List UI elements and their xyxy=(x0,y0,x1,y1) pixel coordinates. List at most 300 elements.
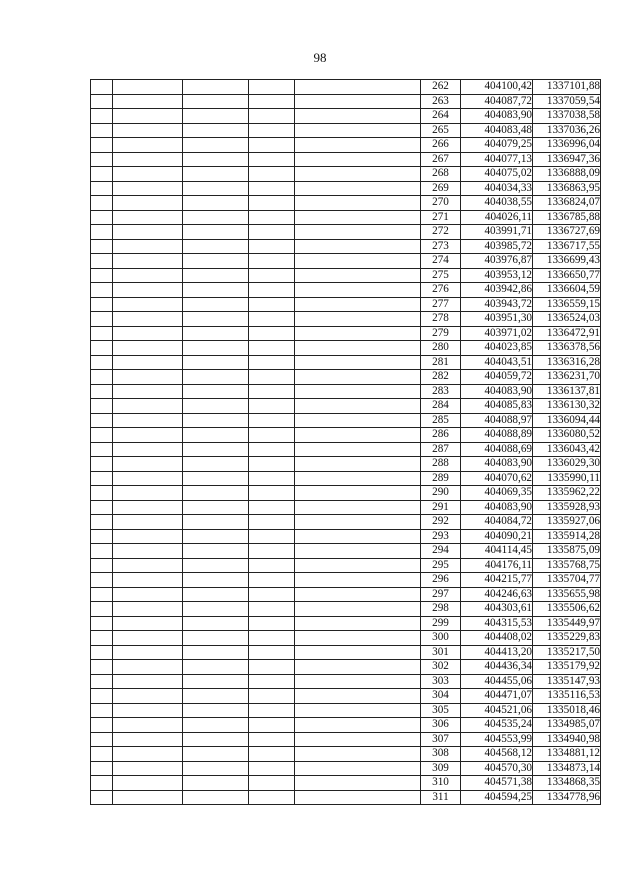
empty-cell xyxy=(113,312,183,327)
empty-cell xyxy=(295,254,421,269)
empty-cell xyxy=(249,602,295,617)
y-coordinate-cell: 1335506,62 xyxy=(533,602,601,617)
empty-cell xyxy=(183,225,249,240)
empty-cell xyxy=(91,123,113,138)
x-coordinate-cell: 404215,77 xyxy=(461,573,533,588)
point-number-cell: 290 xyxy=(421,486,461,501)
table-row xyxy=(91,529,601,544)
empty-cell xyxy=(295,399,421,414)
table-row xyxy=(91,181,601,196)
empty-cell xyxy=(183,587,249,602)
point-number-cell: 289 xyxy=(421,471,461,486)
empty-cell xyxy=(183,254,249,269)
empty-cell xyxy=(183,457,249,472)
table-row xyxy=(91,587,601,602)
table-row xyxy=(91,660,601,675)
x-coordinate-cell: 404521,06 xyxy=(461,703,533,718)
empty-cell xyxy=(113,109,183,124)
y-coordinate-cell: 1335229,83 xyxy=(533,631,601,646)
y-coordinate-cell: 1335179,92 xyxy=(533,660,601,675)
x-coordinate-cell: 404303,61 xyxy=(461,602,533,617)
point-number-cell: 275 xyxy=(421,268,461,283)
point-number-cell: 294 xyxy=(421,544,461,559)
point-number-cell: 281 xyxy=(421,355,461,370)
empty-cell xyxy=(249,515,295,530)
empty-cell xyxy=(113,747,183,762)
y-coordinate-cell: 1336231,70 xyxy=(533,370,601,385)
x-coordinate-cell: 404085,83 xyxy=(461,399,533,414)
y-coordinate-cell: 1335116,53 xyxy=(533,689,601,704)
empty-cell xyxy=(91,196,113,211)
x-coordinate-cell: 404246,63 xyxy=(461,587,533,602)
empty-cell xyxy=(295,587,421,602)
x-coordinate-cell: 404023,85 xyxy=(461,341,533,356)
table-row xyxy=(91,790,601,805)
x-coordinate-cell: 403976,87 xyxy=(461,254,533,269)
point-number-cell: 268 xyxy=(421,167,461,182)
point-number-cell: 296 xyxy=(421,573,461,588)
table-row xyxy=(91,355,601,370)
empty-cell xyxy=(113,616,183,631)
empty-cell xyxy=(113,181,183,196)
empty-cell xyxy=(113,196,183,211)
table-row xyxy=(91,486,601,501)
y-coordinate-cell: 1335217,50 xyxy=(533,645,601,660)
empty-cell xyxy=(91,703,113,718)
x-coordinate-cell: 403943,72 xyxy=(461,297,533,312)
empty-cell xyxy=(295,225,421,240)
point-number-cell: 301 xyxy=(421,645,461,660)
empty-cell xyxy=(91,268,113,283)
empty-cell xyxy=(91,210,113,225)
point-number-cell: 310 xyxy=(421,776,461,791)
y-coordinate-cell: 1334778,96 xyxy=(533,790,601,805)
empty-cell xyxy=(183,790,249,805)
empty-cell xyxy=(91,689,113,704)
y-coordinate-cell: 1336650,77 xyxy=(533,268,601,283)
empty-cell xyxy=(183,500,249,515)
empty-cell xyxy=(113,399,183,414)
empty-cell xyxy=(91,297,113,312)
empty-cell xyxy=(183,239,249,254)
empty-cell xyxy=(249,703,295,718)
table-row xyxy=(91,239,601,254)
empty-cell xyxy=(91,790,113,805)
x-coordinate-cell: 404535,24 xyxy=(461,718,533,733)
empty-cell xyxy=(183,94,249,109)
point-number-cell: 279 xyxy=(421,326,461,341)
table-row xyxy=(91,544,601,559)
empty-cell xyxy=(249,123,295,138)
empty-cell xyxy=(113,210,183,225)
y-coordinate-cell: 1335768,75 xyxy=(533,558,601,573)
y-coordinate-cell: 1336094,44 xyxy=(533,413,601,428)
empty-cell xyxy=(91,341,113,356)
empty-cell xyxy=(249,457,295,472)
empty-cell xyxy=(113,370,183,385)
y-coordinate-cell: 1336080,52 xyxy=(533,428,601,443)
point-number-cell: 272 xyxy=(421,225,461,240)
x-coordinate-cell: 404034,33 xyxy=(461,181,533,196)
table-row xyxy=(91,515,601,530)
empty-cell xyxy=(295,384,421,399)
table-row xyxy=(91,268,601,283)
empty-cell xyxy=(113,326,183,341)
empty-cell xyxy=(113,413,183,428)
table-row xyxy=(91,573,601,588)
empty-cell xyxy=(91,486,113,501)
empty-cell xyxy=(249,486,295,501)
empty-cell xyxy=(183,703,249,718)
empty-cell xyxy=(249,631,295,646)
empty-cell xyxy=(91,181,113,196)
point-number-cell: 307 xyxy=(421,732,461,747)
table-row xyxy=(91,254,601,269)
empty-cell xyxy=(295,573,421,588)
table-row xyxy=(91,558,601,573)
empty-cell xyxy=(91,225,113,240)
y-coordinate-cell: 1335962,22 xyxy=(533,486,601,501)
empty-cell xyxy=(91,761,113,776)
table-row xyxy=(91,167,601,182)
empty-cell xyxy=(91,442,113,457)
y-coordinate-cell: 1335655,98 xyxy=(533,587,601,602)
point-number-cell: 304 xyxy=(421,689,461,704)
empty-cell xyxy=(113,602,183,617)
empty-cell xyxy=(295,558,421,573)
empty-cell xyxy=(113,268,183,283)
point-number-cell: 308 xyxy=(421,747,461,762)
empty-cell xyxy=(91,544,113,559)
empty-cell xyxy=(249,529,295,544)
empty-cell xyxy=(183,297,249,312)
empty-cell xyxy=(183,558,249,573)
point-number-cell: 297 xyxy=(421,587,461,602)
point-number-cell: 303 xyxy=(421,674,461,689)
empty-cell xyxy=(295,210,421,225)
x-coordinate-cell: 404077,13 xyxy=(461,152,533,167)
empty-cell xyxy=(113,384,183,399)
empty-cell xyxy=(113,428,183,443)
y-coordinate-cell: 1334881,12 xyxy=(533,747,601,762)
empty-cell xyxy=(183,283,249,298)
empty-cell xyxy=(183,515,249,530)
empty-cell xyxy=(113,225,183,240)
table-row xyxy=(91,616,601,631)
x-coordinate-cell: 404087,72 xyxy=(461,94,533,109)
table-row xyxy=(91,747,601,762)
empty-cell xyxy=(249,283,295,298)
empty-cell xyxy=(249,225,295,240)
y-coordinate-cell: 1336824,07 xyxy=(533,196,601,211)
empty-cell xyxy=(113,94,183,109)
empty-cell xyxy=(295,471,421,486)
table-row xyxy=(91,602,601,617)
empty-cell xyxy=(249,268,295,283)
x-coordinate-cell: 404594,25 xyxy=(461,790,533,805)
empty-cell xyxy=(249,109,295,124)
table-body xyxy=(91,80,601,805)
empty-cell xyxy=(249,312,295,327)
empty-cell xyxy=(113,790,183,805)
empty-cell xyxy=(113,341,183,356)
empty-cell xyxy=(249,181,295,196)
empty-cell xyxy=(249,442,295,457)
table-row xyxy=(91,283,601,298)
point-number-cell: 262 xyxy=(421,80,461,95)
empty-cell xyxy=(249,297,295,312)
empty-cell xyxy=(113,558,183,573)
x-coordinate-cell: 404471,07 xyxy=(461,689,533,704)
y-coordinate-cell: 1335927,06 xyxy=(533,515,601,530)
empty-cell xyxy=(91,94,113,109)
empty-cell xyxy=(249,341,295,356)
x-coordinate-cell: 404436,34 xyxy=(461,660,533,675)
empty-cell xyxy=(183,167,249,182)
empty-cell xyxy=(249,80,295,95)
empty-cell xyxy=(183,529,249,544)
empty-cell xyxy=(183,370,249,385)
empty-cell xyxy=(249,573,295,588)
empty-cell xyxy=(91,428,113,443)
table-row xyxy=(91,631,601,646)
empty-cell xyxy=(91,616,113,631)
x-coordinate-cell: 404568,12 xyxy=(461,747,533,762)
empty-cell xyxy=(295,529,421,544)
y-coordinate-cell: 1337036,26 xyxy=(533,123,601,138)
empty-cell xyxy=(91,674,113,689)
x-coordinate-cell: 404079,25 xyxy=(461,138,533,153)
empty-cell xyxy=(91,660,113,675)
x-coordinate-cell: 404083,90 xyxy=(461,384,533,399)
empty-cell xyxy=(183,732,249,747)
y-coordinate-cell: 1334868,35 xyxy=(533,776,601,791)
empty-cell xyxy=(91,355,113,370)
y-coordinate-cell: 1336604,59 xyxy=(533,283,601,298)
table-row xyxy=(91,152,601,167)
y-coordinate-cell: 1337059,54 xyxy=(533,94,601,109)
empty-cell xyxy=(295,413,421,428)
empty-cell xyxy=(113,152,183,167)
table-row xyxy=(91,399,601,414)
point-number-cell: 298 xyxy=(421,602,461,617)
empty-cell xyxy=(183,544,249,559)
empty-cell xyxy=(249,732,295,747)
coordinates-table xyxy=(90,79,601,805)
empty-cell xyxy=(91,109,113,124)
table-row xyxy=(91,138,601,153)
table-row xyxy=(91,776,601,791)
empty-cell xyxy=(249,152,295,167)
x-coordinate-cell: 404043,51 xyxy=(461,355,533,370)
empty-cell xyxy=(295,312,421,327)
empty-cell xyxy=(183,268,249,283)
empty-cell xyxy=(183,573,249,588)
empty-cell xyxy=(183,660,249,675)
table-row xyxy=(91,471,601,486)
empty-cell xyxy=(295,544,421,559)
y-coordinate-cell: 1336043,42 xyxy=(533,442,601,457)
empty-cell xyxy=(183,471,249,486)
empty-cell xyxy=(295,94,421,109)
empty-cell xyxy=(91,587,113,602)
table-row xyxy=(91,645,601,660)
table-row xyxy=(91,442,601,457)
empty-cell xyxy=(183,776,249,791)
y-coordinate-cell: 1336996,04 xyxy=(533,138,601,153)
empty-cell xyxy=(91,457,113,472)
point-number-cell: 288 xyxy=(421,457,461,472)
empty-cell xyxy=(295,674,421,689)
empty-cell xyxy=(249,370,295,385)
x-coordinate-cell: 404069,35 xyxy=(461,486,533,501)
table-row xyxy=(91,312,601,327)
point-number-cell: 270 xyxy=(421,196,461,211)
point-number-cell: 277 xyxy=(421,297,461,312)
empty-cell xyxy=(249,196,295,211)
empty-cell xyxy=(295,486,421,501)
empty-cell xyxy=(249,138,295,153)
empty-cell xyxy=(183,80,249,95)
empty-cell xyxy=(295,283,421,298)
y-coordinate-cell: 1336727,69 xyxy=(533,225,601,240)
empty-cell xyxy=(183,413,249,428)
empty-cell xyxy=(91,471,113,486)
empty-cell xyxy=(249,587,295,602)
empty-cell xyxy=(183,181,249,196)
empty-cell xyxy=(249,355,295,370)
empty-cell xyxy=(295,181,421,196)
empty-cell xyxy=(113,283,183,298)
empty-cell xyxy=(91,747,113,762)
empty-cell xyxy=(249,471,295,486)
empty-cell xyxy=(295,718,421,733)
empty-cell xyxy=(295,703,421,718)
empty-cell xyxy=(183,689,249,704)
x-coordinate-cell: 404038,55 xyxy=(461,196,533,211)
y-coordinate-cell: 1337038,58 xyxy=(533,109,601,124)
empty-cell xyxy=(91,631,113,646)
empty-cell xyxy=(183,442,249,457)
empty-cell xyxy=(295,138,421,153)
table-row xyxy=(91,500,601,515)
empty-cell xyxy=(249,500,295,515)
empty-cell xyxy=(295,660,421,675)
empty-cell xyxy=(91,283,113,298)
empty-cell xyxy=(295,80,421,95)
empty-cell xyxy=(249,558,295,573)
empty-cell xyxy=(91,138,113,153)
empty-cell xyxy=(113,138,183,153)
y-coordinate-cell: 1335147,93 xyxy=(533,674,601,689)
empty-cell xyxy=(183,312,249,327)
empty-cell xyxy=(113,732,183,747)
table-row xyxy=(91,225,601,240)
empty-cell xyxy=(91,776,113,791)
y-coordinate-cell: 1335449,97 xyxy=(533,616,601,631)
empty-cell xyxy=(295,297,421,312)
x-coordinate-cell: 404413,20 xyxy=(461,645,533,660)
point-number-cell: 278 xyxy=(421,312,461,327)
point-number-cell: 264 xyxy=(421,109,461,124)
table-row xyxy=(91,428,601,443)
empty-cell xyxy=(113,631,183,646)
y-coordinate-cell: 1336888,09 xyxy=(533,167,601,182)
table-row xyxy=(91,732,601,747)
empty-cell xyxy=(295,109,421,124)
y-coordinate-cell: 1335875,09 xyxy=(533,544,601,559)
empty-cell xyxy=(113,529,183,544)
table-row xyxy=(91,761,601,776)
table-row xyxy=(91,457,601,472)
empty-cell xyxy=(183,355,249,370)
empty-cell xyxy=(113,645,183,660)
empty-cell xyxy=(183,210,249,225)
empty-cell xyxy=(113,544,183,559)
table-row xyxy=(91,674,601,689)
table-row xyxy=(91,689,601,704)
y-coordinate-cell: 1336472,91 xyxy=(533,326,601,341)
empty-cell xyxy=(113,587,183,602)
empty-cell xyxy=(295,602,421,617)
empty-cell xyxy=(183,326,249,341)
empty-cell xyxy=(183,602,249,617)
empty-cell xyxy=(91,326,113,341)
empty-cell xyxy=(183,399,249,414)
empty-cell xyxy=(113,761,183,776)
empty-cell xyxy=(295,645,421,660)
empty-cell xyxy=(113,718,183,733)
empty-cell xyxy=(295,689,421,704)
point-number-cell: 295 xyxy=(421,558,461,573)
x-coordinate-cell: 403951,30 xyxy=(461,312,533,327)
empty-cell xyxy=(295,776,421,791)
point-number-cell: 263 xyxy=(421,94,461,109)
table-row xyxy=(91,326,601,341)
y-coordinate-cell: 1336947,36 xyxy=(533,152,601,167)
table-row xyxy=(91,210,601,225)
empty-cell xyxy=(91,529,113,544)
empty-cell xyxy=(249,616,295,631)
empty-cell xyxy=(113,254,183,269)
page-number: 98 xyxy=(313,50,327,65)
empty-cell xyxy=(91,645,113,660)
y-coordinate-cell: 1336717,55 xyxy=(533,239,601,254)
empty-cell xyxy=(113,776,183,791)
empty-cell xyxy=(91,167,113,182)
point-number-cell: 266 xyxy=(421,138,461,153)
point-number-cell: 285 xyxy=(421,413,461,428)
empty-cell xyxy=(249,544,295,559)
point-number-cell: 311 xyxy=(421,790,461,805)
empty-cell xyxy=(113,573,183,588)
empty-cell xyxy=(295,167,421,182)
x-coordinate-cell: 403985,72 xyxy=(461,239,533,254)
empty-cell xyxy=(249,776,295,791)
empty-cell xyxy=(91,239,113,254)
empty-cell xyxy=(295,152,421,167)
table-row xyxy=(91,123,601,138)
point-number-cell: 267 xyxy=(421,152,461,167)
empty-cell xyxy=(113,515,183,530)
empty-cell xyxy=(249,210,295,225)
empty-cell xyxy=(183,645,249,660)
empty-cell xyxy=(113,239,183,254)
x-coordinate-cell: 404083,90 xyxy=(461,109,533,124)
x-coordinate-cell: 404090,21 xyxy=(461,529,533,544)
empty-cell xyxy=(183,747,249,762)
x-coordinate-cell: 404455,06 xyxy=(461,674,533,689)
